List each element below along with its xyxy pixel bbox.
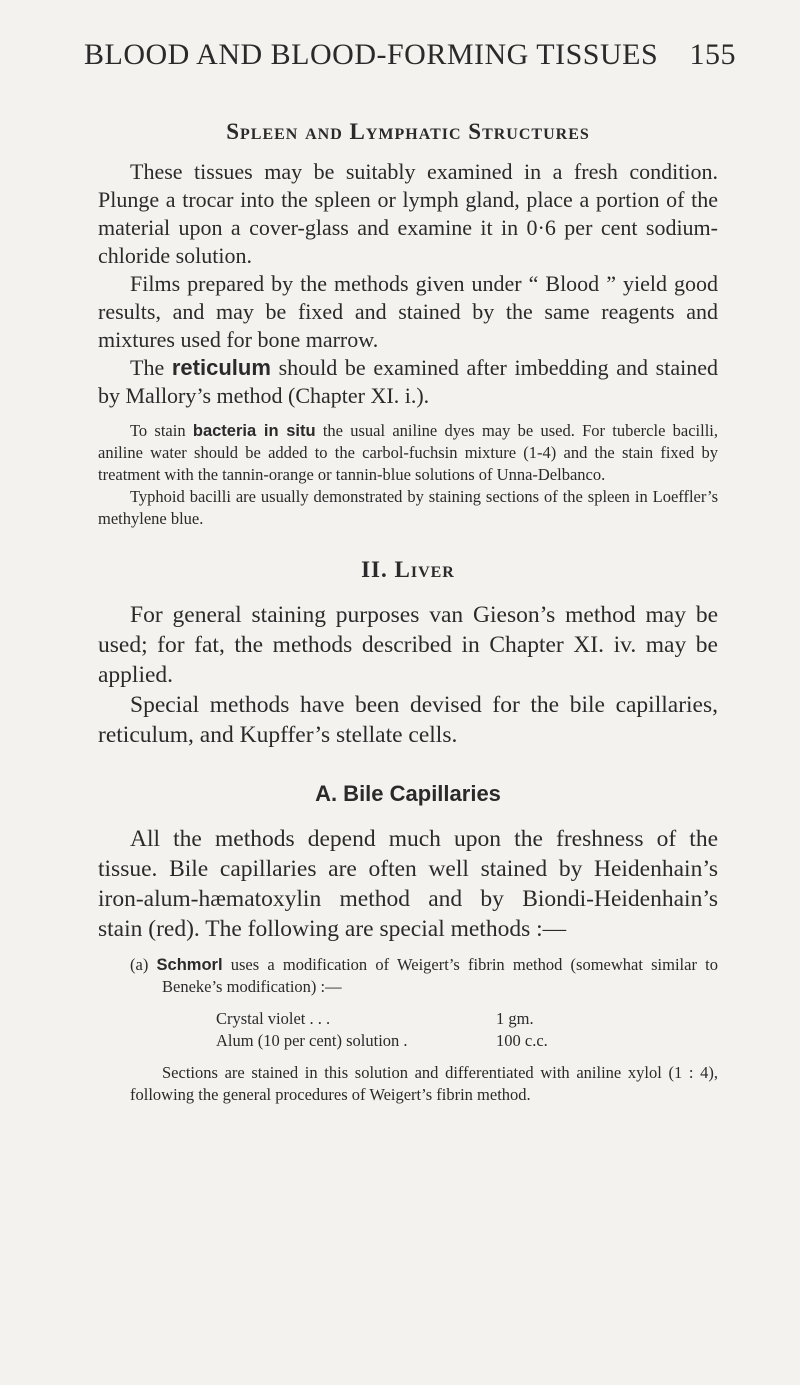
small-print-sections xyxy=(98,1062,718,1106)
recipe-quantity: 100 c.c. xyxy=(496,1031,548,1050)
paragraph-bile-methods: All the methods depend much upon the freshness of the tissue. Bile capillaries are often well stained by Heidenhain’s iron-alum-hæmatoxylin method and by Biondi-Heidenhain’s stain (red). The following are special methods :— xyxy=(98,826,718,942)
recipe-ingredient: Crystal violet . . . xyxy=(216,1009,331,1028)
paragraph-bacteria xyxy=(98,420,718,486)
item-label: (a) xyxy=(130,955,157,974)
page-content xyxy=(98,118,718,1106)
text-run: To stain xyxy=(130,421,193,440)
small-print-schmorl xyxy=(98,954,718,998)
paragraph-liver-special: Special methods have been devised for the bile capillaries, reticulum, and Kupffer’s stellate cells. xyxy=(98,692,718,748)
paragraph-spleen-fresh: These tissues may be suitably examined in a fresh condition. Plunge a trocar into the spleen or lymph gland, place a portion of the material upon a cover-glass and examine it in 0·6 per cent sodium-chloride solution. xyxy=(98,159,718,268)
paragraph-spleen-reticulum xyxy=(98,354,718,410)
term-bacteria-in-situ: bacteria in situ xyxy=(192,422,316,440)
paragraph-typhoid: Typhoid bacilli are usually demonstrated by staining sections of the spleen in Loeffler’s methylene blue. xyxy=(98,487,718,528)
paragraph-liver-general: For general staining purposes van Gieson’s method may be used; for fat, the methods described in Chapter XI. iv. may be applied. xyxy=(98,602,718,688)
subsection-heading-bile: A. Bile Capillaries xyxy=(315,781,501,806)
term-schmorl: Schmorl xyxy=(156,956,223,974)
recipe-table xyxy=(216,1008,718,1052)
text-run: should be examined after imbedding and stained by Mallory’s method (Chapter XI. i.). xyxy=(98,355,719,408)
term-reticulum: reticulum xyxy=(171,355,271,380)
running-head xyxy=(84,38,736,72)
recipe-row xyxy=(216,1008,718,1030)
text-run: uses a modification of Weigert’s fibrin method (somewhat similar to Beneke’s modification) :— xyxy=(162,955,718,996)
paragraph-spleen-films: Films prepared by the methods given under “ Blood ” yield good results, and may be fixed and stained by the same reagents and mixtures used for bone marrow. xyxy=(98,271,718,352)
small-print-block xyxy=(98,420,718,530)
paragraph-sections-stained: Sections are stained in this solution and differentiated with aniline xylol (1 : 4), following the general procedures of Weigert’s fibrin method. xyxy=(130,1063,718,1104)
heading-word: Liver xyxy=(394,557,455,582)
text-run: The xyxy=(130,355,172,380)
text-run: the usual aniline dyes may be used. For tubercle bacilli, aniline water should be added to the carbol-fuchsin mixture (1-4) and the stain fixed by treatment with the tannin-orange or tannin-blue solutions of Unna-Delbanco. xyxy=(98,421,719,484)
list-item-a xyxy=(98,954,718,998)
recipe-ingredient: Alum (10 per cent) solution . xyxy=(216,1031,408,1050)
section-heading-spleen: Spleen and Lymphatic Structures xyxy=(226,119,590,144)
recipe-row xyxy=(216,1030,718,1052)
page-number: 155 xyxy=(689,38,736,71)
recipe-quantity: 1 gm. xyxy=(496,1009,534,1028)
running-head-title: BLOOD AND BLOOD-FORMING TISSUES xyxy=(84,38,659,71)
section-heading-liver xyxy=(98,556,718,584)
heading-number: II. xyxy=(361,557,395,582)
